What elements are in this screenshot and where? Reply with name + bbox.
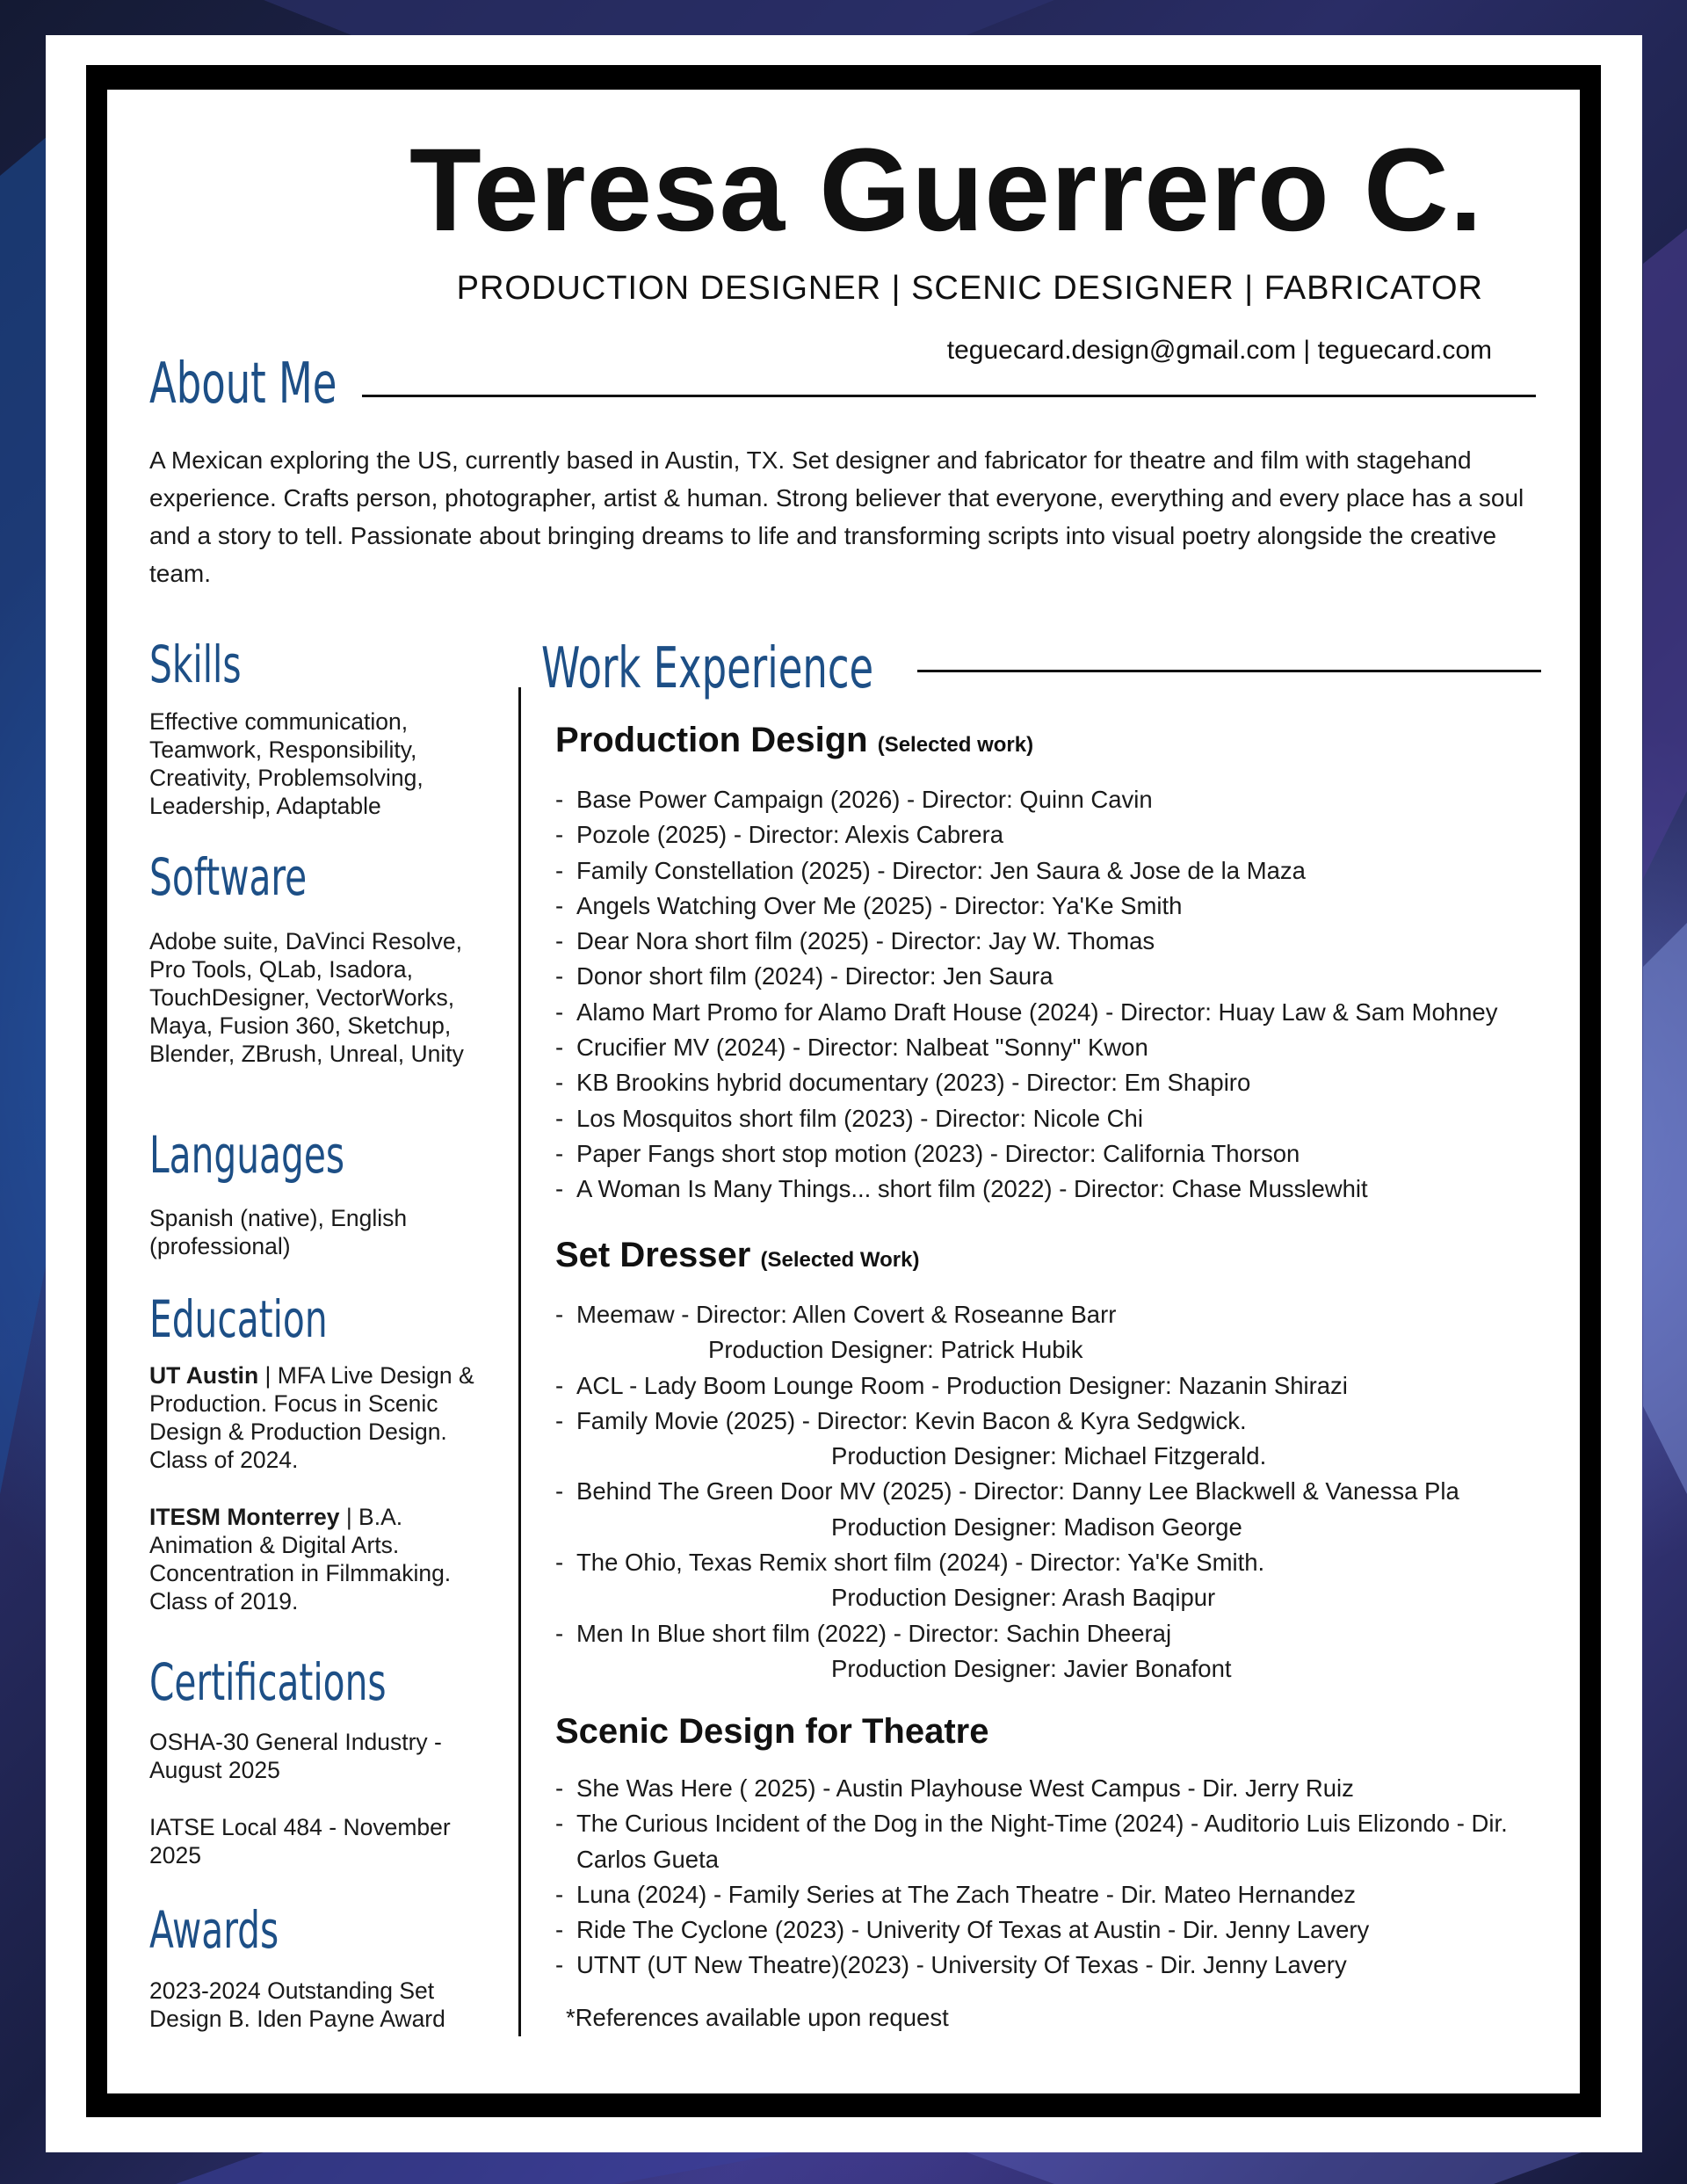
contact-info: teguecard.design@gmail.com | teguecard.com [946,336,1492,365]
about-text: A Mexican exploring the US, currently based in Austin, TX. Set designer and fabricator for theatre and film with stagehand experience. Crafts person, photographer, artist & human. Strong believer that everyone, everything and every place has a soul and a story to tell. Passionate about bringing dreams to life and transforming scripts into visual poetry alongside the creative team. [149,446,1524,587]
scenic-design-title [555,1712,988,1752]
list-item [555,1297,1557,1368]
software-heading: Software [149,847,308,907]
list-item-main: - Meemaw - Director: Allen Covert & Roseanne Barr [576,1301,1117,1328]
section-name: Production Design [555,721,868,759]
about-heading: About Me [149,352,337,417]
references-note: *References available upon request [566,2004,949,2031]
set-dresser-title [555,1236,919,1275]
production-design-title [555,721,1033,760]
list-item-main: - Family Movie (2025) - Director: Kevin Bacon & Kyra Sedgwick. [576,1406,1247,1434]
education-detail: | B.A. Animation & Digital Arts. Concentration in Filmmaking. Class of 2019. [149,1504,452,1614]
list-item: - UTNT (UT New Theatre)(2023) - University Of Texas - Dir. Jenny Lavery [555,1948,1557,1983]
list-item-sub: Production Designer: Madison George [831,1513,1242,1541]
list-item-sub: Production Designer: Javier Bonafont [831,1654,1232,1682]
list-item-main: - ACL - Lady Boom Lounge Room - Production Designer: Nazanin Shirazi [576,1371,1348,1399]
list-item: - KB Brookins hybrid documentary (2023) - Director: Em Shapiro [555,1065,1557,1100]
section-note: (Selected Work) [760,1248,920,1272]
list-item: - A Woman Is Many Things... short film (2022) - Director: Chase Musslewhit [555,1172,1557,1207]
certification-item: OSHA-30 General Industry - August 2025 [149,1729,442,1783]
list-item: - Pozole (2025) - Director: Alexis Cabrera [555,817,1557,853]
certification-item: IATSE Local 484 - November 2025 [149,1814,451,1868]
education-entry [149,1361,501,1474]
resume-page [107,90,1580,2093]
certifications-heading: Certifications [149,1652,387,1712]
software-text: Adobe suite, DaVinci Resolve, Pro Tools, QLab, Isadora, TouchDesigner, VectorWorks, Maya, Fusion 360, Sketchup, Blender, ZBrush, Unreal, Unity [149,928,464,1067]
list-item: - Family Constellation (2025) - Director: Jen Saura & Jose de la Maza [555,853,1557,889]
column-divider [518,687,521,2036]
list-item: - Crucifier MV (2024) - Director: Nalbeat "Sonny" Kwon [555,1030,1557,1065]
languages-text: Spanish (native), English (professional) [149,1205,408,1259]
section-name: Set Dresser [555,1236,751,1274]
awards-heading: Awards [149,1900,279,1960]
list-item-sub: Production Designer: Arash Baqipur [831,1584,1216,1612]
list-item [555,1545,1557,1616]
education-school: UT Austin [149,1362,259,1389]
list-item: - Donor short film (2024) - Director: Jen Saura [555,959,1557,994]
list-item-main: - Behind The Green Door MV (2025) - Director: Danny Lee Blackwell & Vanessa Pla [576,1477,1459,1506]
skills-text: Effective communication, Teamwork, Responsibility, Creativity, Problemsolving, Leadership, Adaptable [149,708,424,819]
job-titles: PRODUCTION DESIGNER | SCENIC DESIGNER | FABRICATOR [456,270,1483,307]
production-design-list [555,782,1557,1208]
list-item: - Los Mosquitos short film (2023) - Director: Nicole Chi [555,1101,1557,1136]
list-item: - Ride The Cyclone (2023) - Univerity Of Texas at Austin - Dir. Jenny Lavery [555,1912,1557,1948]
list-item-main: - Men In Blue short film (2022) - Director: Sachin Dheeraj [576,1619,1172,1647]
skills-heading: Skills [149,635,242,694]
list-item: - Dear Nora short film (2025) - Director: Jay W. Thomas [555,924,1557,959]
education-entry [149,1503,501,1615]
list-item [555,1474,1557,1545]
list-item: - Base Power Campaign (2026) - Director: Quinn Cavin [555,782,1557,817]
section-note: (Selected work) [877,733,1034,757]
list-item [555,1616,1557,1687]
list-item [555,1404,1557,1475]
list-item: - Alamo Mart Promo for Alamo Draft House (2024) - Director: Huay Law & Sam Mohney [555,995,1557,1030]
list-item-sub: Production Designer: Michael Fitzgerald. [831,1442,1267,1470]
page-title: Teresa Guerrero C. [409,125,1483,256]
education-school: ITESM Monterrey [149,1504,340,1530]
awards-text: 2023-2024 Outstanding Set Design B. Iden Payne Award [149,1977,445,2032]
list-item: - She Was Here ( 2025) - Austin Playhouse West Campus - Dir. Jerry Ruiz [555,1771,1557,1806]
work-heading: Work Experience [541,636,874,701]
list-item: - Angels Watching Over Me (2025) - Director: Ya'Ke Smith [555,889,1557,924]
list-item [555,1368,1557,1404]
work-divider [917,670,1541,672]
education-detail: | MFA Live Design & Production. Focus in Scenic Design & Production Design. Class of 2024. [149,1362,474,1473]
languages-heading: Languages [149,1125,345,1185]
section-name: Scenic Design for Theatre [555,1712,989,1751]
list-item: - The Curious Incident of the Dog in the Night-Time (2024) - Auditorio Luis Elizondo - Dir. Carlos Gueta [555,1806,1557,1877]
about-divider [362,395,1536,397]
education-heading: Education [149,1289,328,1349]
scenic-design-list [555,1771,1557,1984]
list-item-sub: Production Designer: Patrick Hubik [708,1336,1083,1364]
list-item: - Paper Fangs short stop motion (2023) - Director: California Thorson [555,1136,1557,1172]
list-item: - Luna (2024) - Family Series at The Zach Theatre - Dir. Mateo Hernandez [555,1877,1557,1912]
list-item-main: - The Ohio, Texas Remix short film (2024) - Director: Ya'Ke Smith. [576,1549,1265,1577]
set-dresser-list [555,1297,1557,1687]
